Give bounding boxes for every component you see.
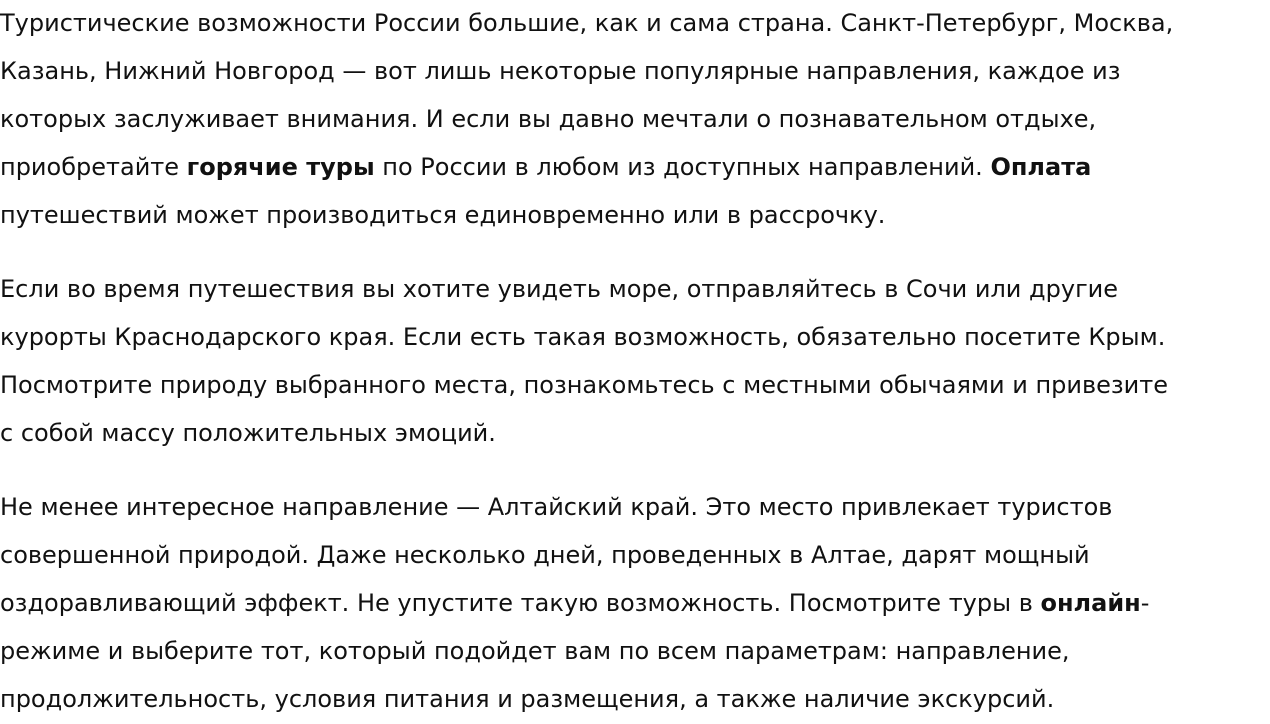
text-segment: Не менее интересное направление — Алтайский край. Это место привлекает туристов xyxy=(0,493,1113,521)
text-line xyxy=(0,143,1270,191)
paragraph xyxy=(0,265,1270,457)
text-segment: Туристические возможности России большие, как и сама страна. Санкт-Петербург, Москва, xyxy=(0,9,1174,37)
text-line xyxy=(0,191,1270,239)
text-line xyxy=(0,409,1270,457)
text-segment: курорты Краснодарского края. Если есть такая возможность, обязательно посетите Крым. xyxy=(0,323,1166,351)
text-line xyxy=(0,531,1270,579)
text-segment: с собой массу положительных эмоций. xyxy=(0,419,496,447)
text-line xyxy=(0,675,1270,723)
text-segment: оздоравливающий эффект. Не упустите такую возможность. Посмотрите туры в xyxy=(0,589,1041,617)
text-line xyxy=(0,579,1270,627)
text-segment: Посмотрите природу выбранного места, познакомьтесь с местными обычаями и привезите xyxy=(0,371,1168,399)
text-segment: Казань, Нижний Новгород — вот лишь некоторые популярные направления, каждое из xyxy=(0,57,1121,85)
text-line xyxy=(0,47,1270,95)
text-segment: по России в любом из доступных направлений. xyxy=(374,153,991,181)
paragraph xyxy=(0,0,1270,239)
text-segment: Если во время путешествия вы хотите увидеть море, отправляйтесь в Сочи или другие xyxy=(0,275,1119,303)
text-segment: путешествий может производиться единовременно или в рассрочку. xyxy=(0,201,886,229)
text-segment: - xyxy=(1140,589,1150,617)
text-segment: совершенной природой. Даже несколько дней, проведенных в Алтае, дарят мощный xyxy=(0,541,1090,569)
text-line xyxy=(0,95,1270,143)
text-line xyxy=(0,0,1270,47)
text-line xyxy=(0,483,1270,531)
text-segment: продолжительность, условия питания и размещения, а также наличие экскурсий. xyxy=(0,685,1055,713)
text-segment: приобретайте xyxy=(0,153,187,181)
bold-keyword: горячие туры xyxy=(186,153,375,181)
paragraph xyxy=(0,483,1270,723)
bold-keyword: Оплата xyxy=(990,153,1092,181)
text-line xyxy=(0,265,1270,313)
bold-keyword: онлайн xyxy=(1040,589,1141,617)
text-line xyxy=(0,361,1270,409)
text-segment: режиме и выберите тот, который подойдет вам по всем параметрам: направление, xyxy=(0,637,1070,665)
text-line xyxy=(0,313,1270,361)
text-segment: которых заслуживает внимания. И если вы давно мечтали о познавательном отдыхе, xyxy=(0,105,1097,133)
text-line xyxy=(0,627,1270,675)
